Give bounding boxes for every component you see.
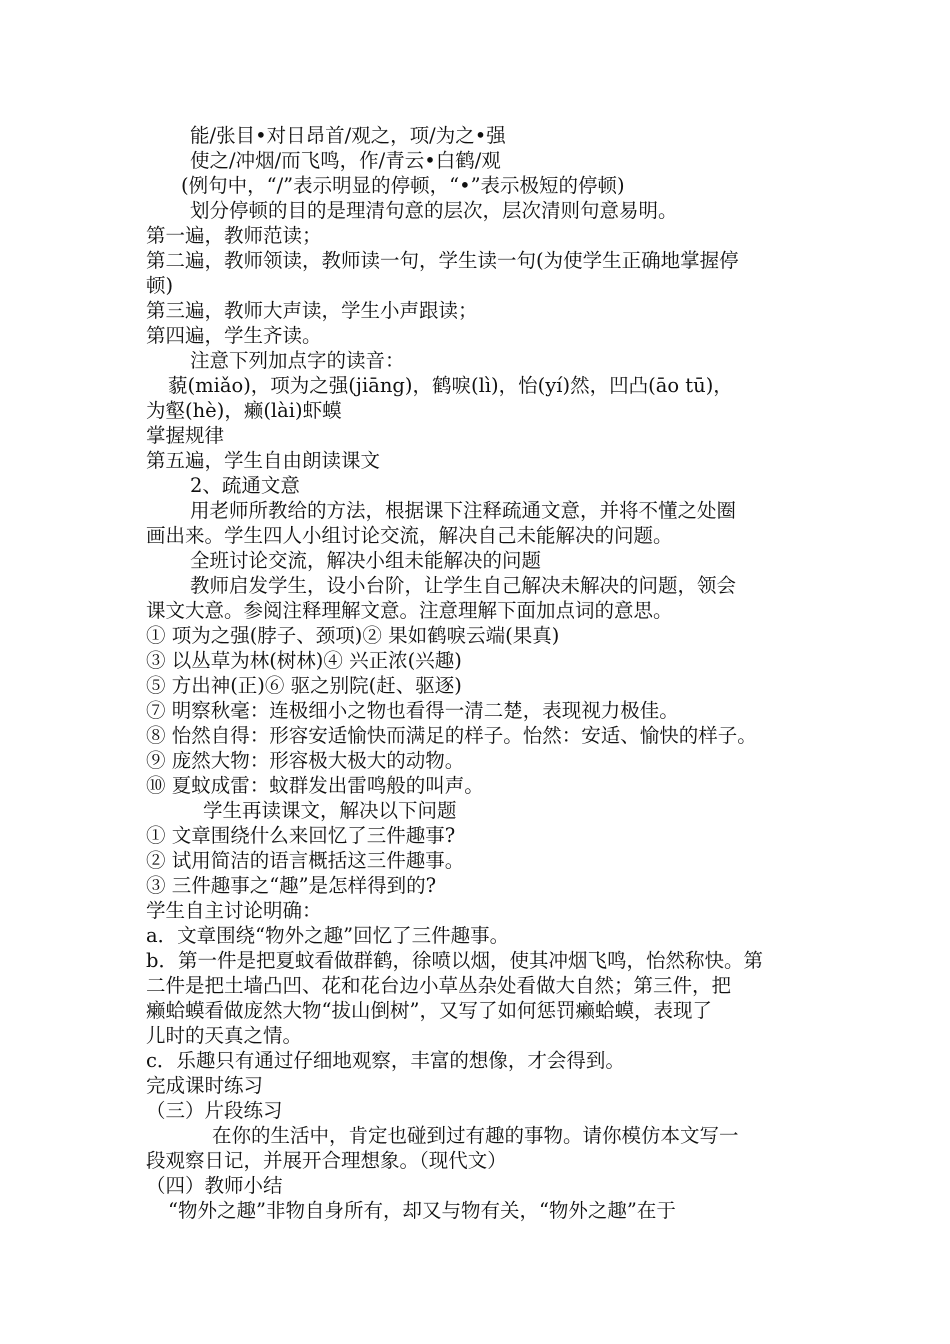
- text-line: ② 试用简洁的语言概括这三件趣事。: [146, 849, 465, 872]
- text-line: 在你的生活中，肯定也碰到过有趣的事物。请你模仿本文写一: [212, 1124, 739, 1147]
- text-line: 儿时的天真之情。: [146, 1024, 303, 1047]
- text-line: 学生自主讨论明确：: [146, 899, 322, 922]
- text-line: 二件是把土墙凸凹、花和花台边小草丛杂处看做大自然；第三件，把: [146, 974, 732, 997]
- text-line: 掌握规律: [146, 424, 225, 447]
- text-line: ① 文章围绕什么来回忆了三件趣事?: [146, 824, 456, 847]
- text-line: (例句中，“/”表示明显的停顿，“•”表示极短的停顿): [181, 174, 625, 197]
- text-line: ⑩ 夏蚊成雷：蚊群发出雷鸣般的叫声。: [146, 774, 484, 797]
- text-line: ⑤ 方出神(正)⑥ 驱之别院(赶、驱逐): [146, 674, 462, 697]
- text-line: “物外之趣”非物自身所有，却又与物有关，“物外之趣”在于: [168, 1199, 676, 1222]
- text-line: ⑨ 庞然大物：形容极大极大的动物。: [146, 749, 465, 772]
- text-line: c．乐趣只有通过仔细地观察，丰富的想像，才会得到。: [146, 1049, 625, 1072]
- text-line: 教师启发学生，设小台阶，让学生自己解决未解决的问题，领会: [190, 574, 737, 597]
- text-line: ③ 以丛草为林(树林)④ 兴正浓(兴趣): [146, 649, 462, 672]
- text-line: b．第一件是把夏蚊看做群鹤，徐喷以烟，使其冲烟飞鸣，怡然称快。第: [146, 949, 763, 972]
- text-line: 癞蛤蟆看做庞然大物“拔山倒树”，又写了如何惩罚癞蛤蟆，表现了: [146, 999, 712, 1022]
- text-line: 第二遍，教师领读，教师读一句，学生读一句(为使学生正确地掌握停: [146, 249, 739, 272]
- text-line: 段观察日记，并展开合理想象。（现代文）: [146, 1149, 507, 1172]
- text-line: 课文大意。参阅注释理解文意。注意理解下面加点词的意思。: [146, 599, 673, 622]
- text-line: （四）教师小结: [146, 1174, 283, 1197]
- text-line: ① 项为之强(脖子、颈项)② 果如鹤唳云端(果真): [146, 624, 560, 647]
- text-line: 第五遍，学生自由朗读课文: [146, 449, 381, 472]
- text-line: 学生再读课文，解决以下问题: [203, 799, 457, 822]
- text-line: a．文章围绕“物外之趣”回忆了三件趣事。: [146, 924, 510, 947]
- text-line: ⑦ 明察秋毫：连极细小之物也看得一清二楚，表现视力极佳。: [146, 699, 679, 722]
- text-line: 第三遍，教师大声读，学生小声跟读；: [146, 299, 478, 322]
- text-line: 2、疏通文意: [190, 474, 300, 497]
- text-line: 第四遍，学生齐读。: [146, 324, 322, 347]
- text-line: 完成课时练习: [146, 1074, 264, 1097]
- text-line: ⑧ 怡然自得：形容安适愉快而满足的样子。怡然：安适、愉快的样子。: [146, 724, 757, 747]
- text-line: 画出来。学生四人小组讨论交流，解决自己未能解决的问题。: [146, 524, 673, 547]
- text-line: 能/张目•对日昂首/观之，项/为之•强: [190, 124, 506, 147]
- text-line: 第一遍，教师范读；: [146, 224, 322, 247]
- text-line: 藐(miǎo)，项为之强(jiāng)，鹤唳(lì)，怡(yí)然，凹凸(āo tū)，: [168, 374, 733, 397]
- text-line: 划分停顿的目的是理清句意的层次，层次清则句意易明。: [190, 199, 678, 222]
- text-line: ③ 三件趣事之“趣”是怎样得到的?: [146, 874, 437, 897]
- text-line: 为壑(hè)，癞(lài)虾蟆: [146, 399, 342, 422]
- text-line: 顿): [146, 274, 174, 297]
- text-line: 使之/冲烟/而飞鸣，作/青云•白鹤/观: [190, 149, 501, 172]
- text-line: 全班讨论交流，解决小组未能解决的问题: [190, 549, 542, 572]
- text-line: 注意下列加点字的读音：: [190, 349, 405, 372]
- text-line: 用老师所教给的方法，根据课下注释疏通文意，并将不懂之处圈: [190, 499, 737, 522]
- text-line: （三）片段练习: [146, 1099, 283, 1122]
